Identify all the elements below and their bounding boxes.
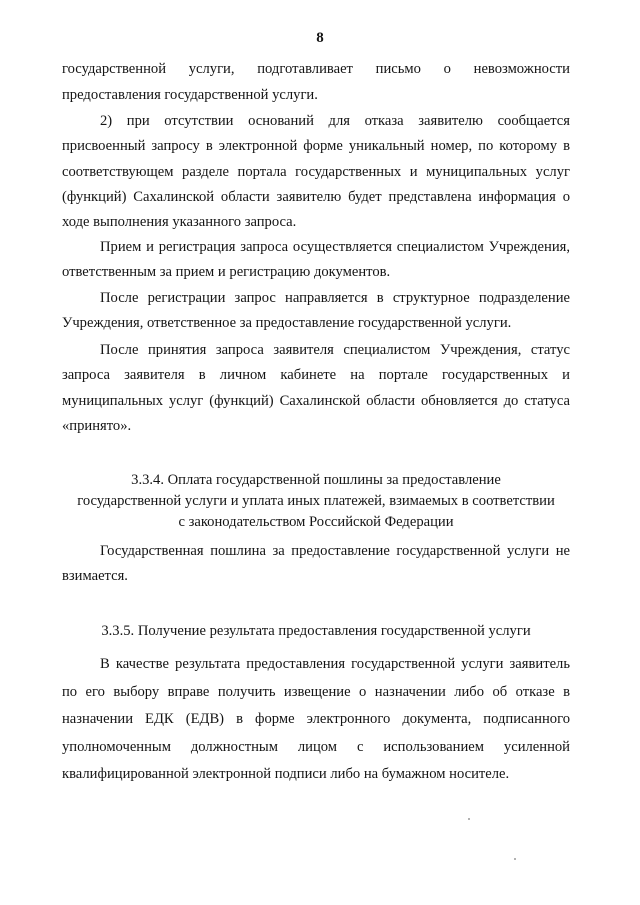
word: услуги, [188, 61, 235, 77]
paragraph: В качестве результата предоставления государственной услуги заявитель по его выбору вправе получить извещение о назначении либо об отказе в назначении ЕДК (ЕДВ) в форме электронного документа, подписанного уполномоченным должностным лицом с использованием усиленной квалифицированной электронной подписи либо на бумажном носителе. [62, 656, 570, 782]
scan-speck [514, 858, 516, 860]
section-heading-3-3-5: 3.3.5. Получение результата предоставления государственной услуги [101, 623, 531, 639]
heading-line: государственной услуги и уплата иных платежей, взимаемых в соответствии [77, 493, 555, 509]
word: письмо [375, 61, 421, 77]
heading-line: 3.3.4. Оплата государственной пошлины за предоставление [131, 472, 501, 488]
paragraph: Государственная пошлина за предоставление государственной услуги не взимается. [62, 543, 570, 585]
word: о [443, 61, 451, 77]
paragraph: 2) при отсутствии оснований для отказа заявителю сообщается присвоенный запросу в электронной форме уникальный номер, по которому в соответствующем разделе портала государственных и муниципальных услуг (функций) Сахалинской области заявителю будет представлена информация о ходе выполнения указанного запроса. [62, 113, 570, 231]
scan-speck [468, 818, 470, 820]
paragraph-continuation-line-1 [62, 58, 570, 80]
word: подготавливает [257, 61, 353, 77]
paragraph: После регистрации запрос направляется в структурное подразделение Учреждения, ответственное за предоставление государственной услуги. [62, 290, 570, 332]
word: невозможности [473, 61, 570, 77]
word: государственной [62, 61, 167, 77]
page-number: 8 [316, 30, 324, 46]
heading-line: с законодательством Российской Федерации [178, 514, 454, 530]
paragraph: После принятия запроса заявителя специалистом Учреждения, статус запроса заявителя в личном кабинете на портале государственных и муниципальных услуг (функций) Сахалинской области обновляется до статуса «принято». [62, 342, 570, 434]
paragraph-continuation-line-2: предоставления государственной услуги. [62, 87, 318, 103]
paragraph: Прием и регистрация запроса осуществляется специалистом Учреждения, ответственным за прием и регистрацию документов. [62, 239, 570, 281]
section-heading-3-3-4 [62, 470, 570, 533]
